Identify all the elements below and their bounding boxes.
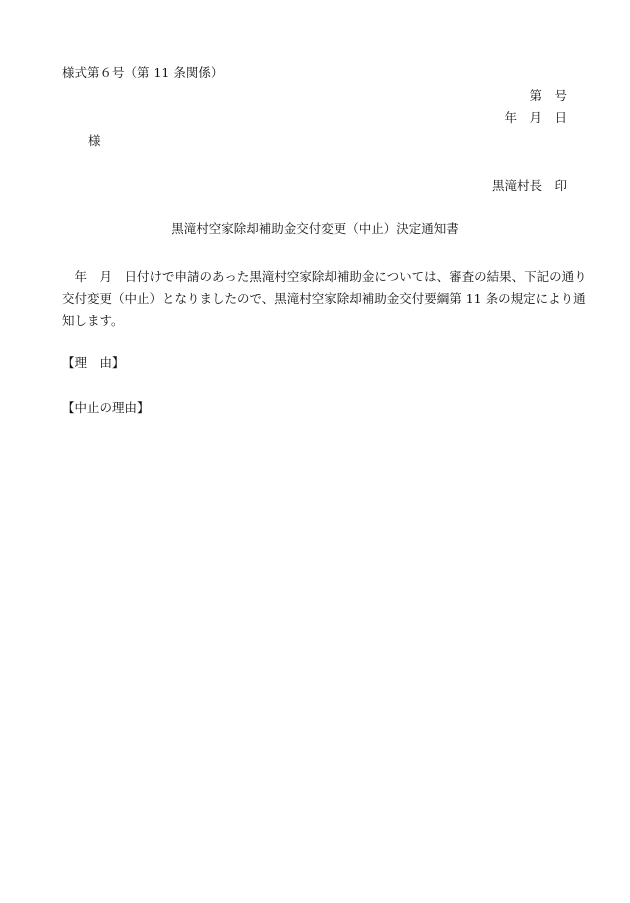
cancel-reason-heading: 【中止の理由】 (62, 400, 150, 415)
issuer-signature: 黒滝村長 印 (491, 178, 567, 193)
document-title: 黒滝村空家除却補助金交付変更（中止）決定通知書 (171, 221, 459, 236)
form-number: 様式第６号（第 11 条関係） (62, 65, 224, 80)
body-line: 交付変更（中止）となりましたので、黒滝村空家除却補助金交付要綱第 11 条の規定により通 (62, 291, 586, 306)
document-number: 第 号 (529, 88, 567, 103)
body-text (62, 266, 587, 332)
body-line: 知します。 (62, 313, 124, 328)
recipient-label: 様 (88, 133, 101, 148)
body-line: 年 月 日付けで申請のあった黒滝村空家除却補助金については、審査の結果、下記の通り (62, 269, 587, 284)
document-date: 年 月 日 (504, 110, 567, 125)
reason-heading: 【理 由】 (62, 355, 125, 370)
